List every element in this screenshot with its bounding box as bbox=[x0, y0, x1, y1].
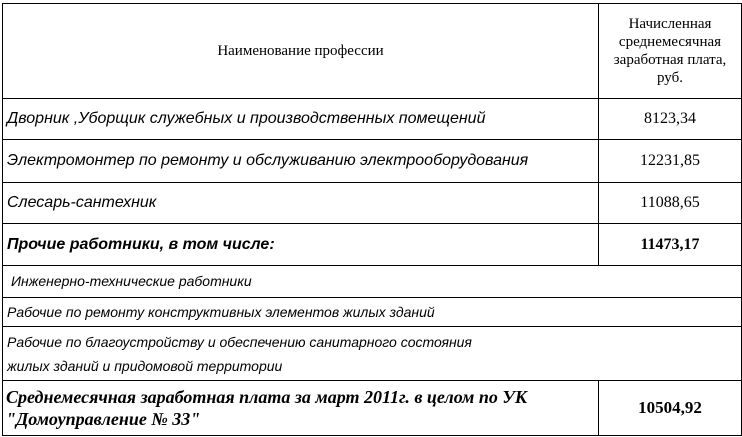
total-label-line: "Домоуправление № 33" bbox=[6, 408, 201, 429]
header-salary-cell bbox=[599, 4, 742, 99]
salary-value: 11473,17 bbox=[599, 224, 742, 266]
table-row bbox=[3, 297, 742, 327]
header-profession-cell bbox=[3, 4, 599, 99]
profession-name-line: Рабочие по благоустройству и обеспечению санитарного состояния bbox=[7, 333, 472, 350]
salary-value: 12231,85 bbox=[599, 140, 742, 183]
table-row bbox=[3, 99, 742, 140]
total-value: 10504,92 bbox=[599, 380, 742, 435]
header-profession-label: Наименование профессии bbox=[217, 42, 384, 59]
header-salary-line: Начисленная bbox=[628, 16, 712, 33]
header-salary-line: руб. bbox=[657, 70, 683, 87]
profession-name-line: жилых зданий и придомовой территории bbox=[7, 357, 283, 374]
table-row bbox=[3, 140, 742, 183]
table-row bbox=[3, 224, 742, 266]
table-row bbox=[3, 183, 742, 224]
profession-name bbox=[3, 327, 742, 380]
header-salary-line: среднемесячная bbox=[618, 34, 722, 51]
profession-name: Слесарь-сантехник bbox=[3, 183, 599, 224]
salary-value: 8123,34 bbox=[599, 99, 742, 140]
salary-table bbox=[2, 3, 742, 436]
profession-name: Рабочие по ремонту конструктивных элементов жилых зданий bbox=[3, 297, 742, 327]
table-row bbox=[3, 327, 742, 380]
profession-name: Инженерно-технические работники bbox=[3, 266, 742, 298]
profession-name: Дворник ,Уборщик служебных и производственных помещений bbox=[3, 99, 599, 140]
header-salary-line: заработная плата, bbox=[613, 52, 727, 69]
profession-name: Прочие работники, в том числе: bbox=[3, 224, 599, 266]
profession-name: Электромонтер по ремонту и обслуживанию электрооборудования bbox=[3, 140, 599, 183]
total-label-line: Среднемесячная заработная плата за март 2011г. в целом по УК bbox=[6, 386, 528, 407]
salary-value: 11088,65 bbox=[599, 183, 742, 224]
header-row bbox=[3, 4, 742, 99]
total-row bbox=[3, 380, 742, 435]
total-label bbox=[3, 380, 599, 435]
table-row bbox=[3, 266, 742, 298]
